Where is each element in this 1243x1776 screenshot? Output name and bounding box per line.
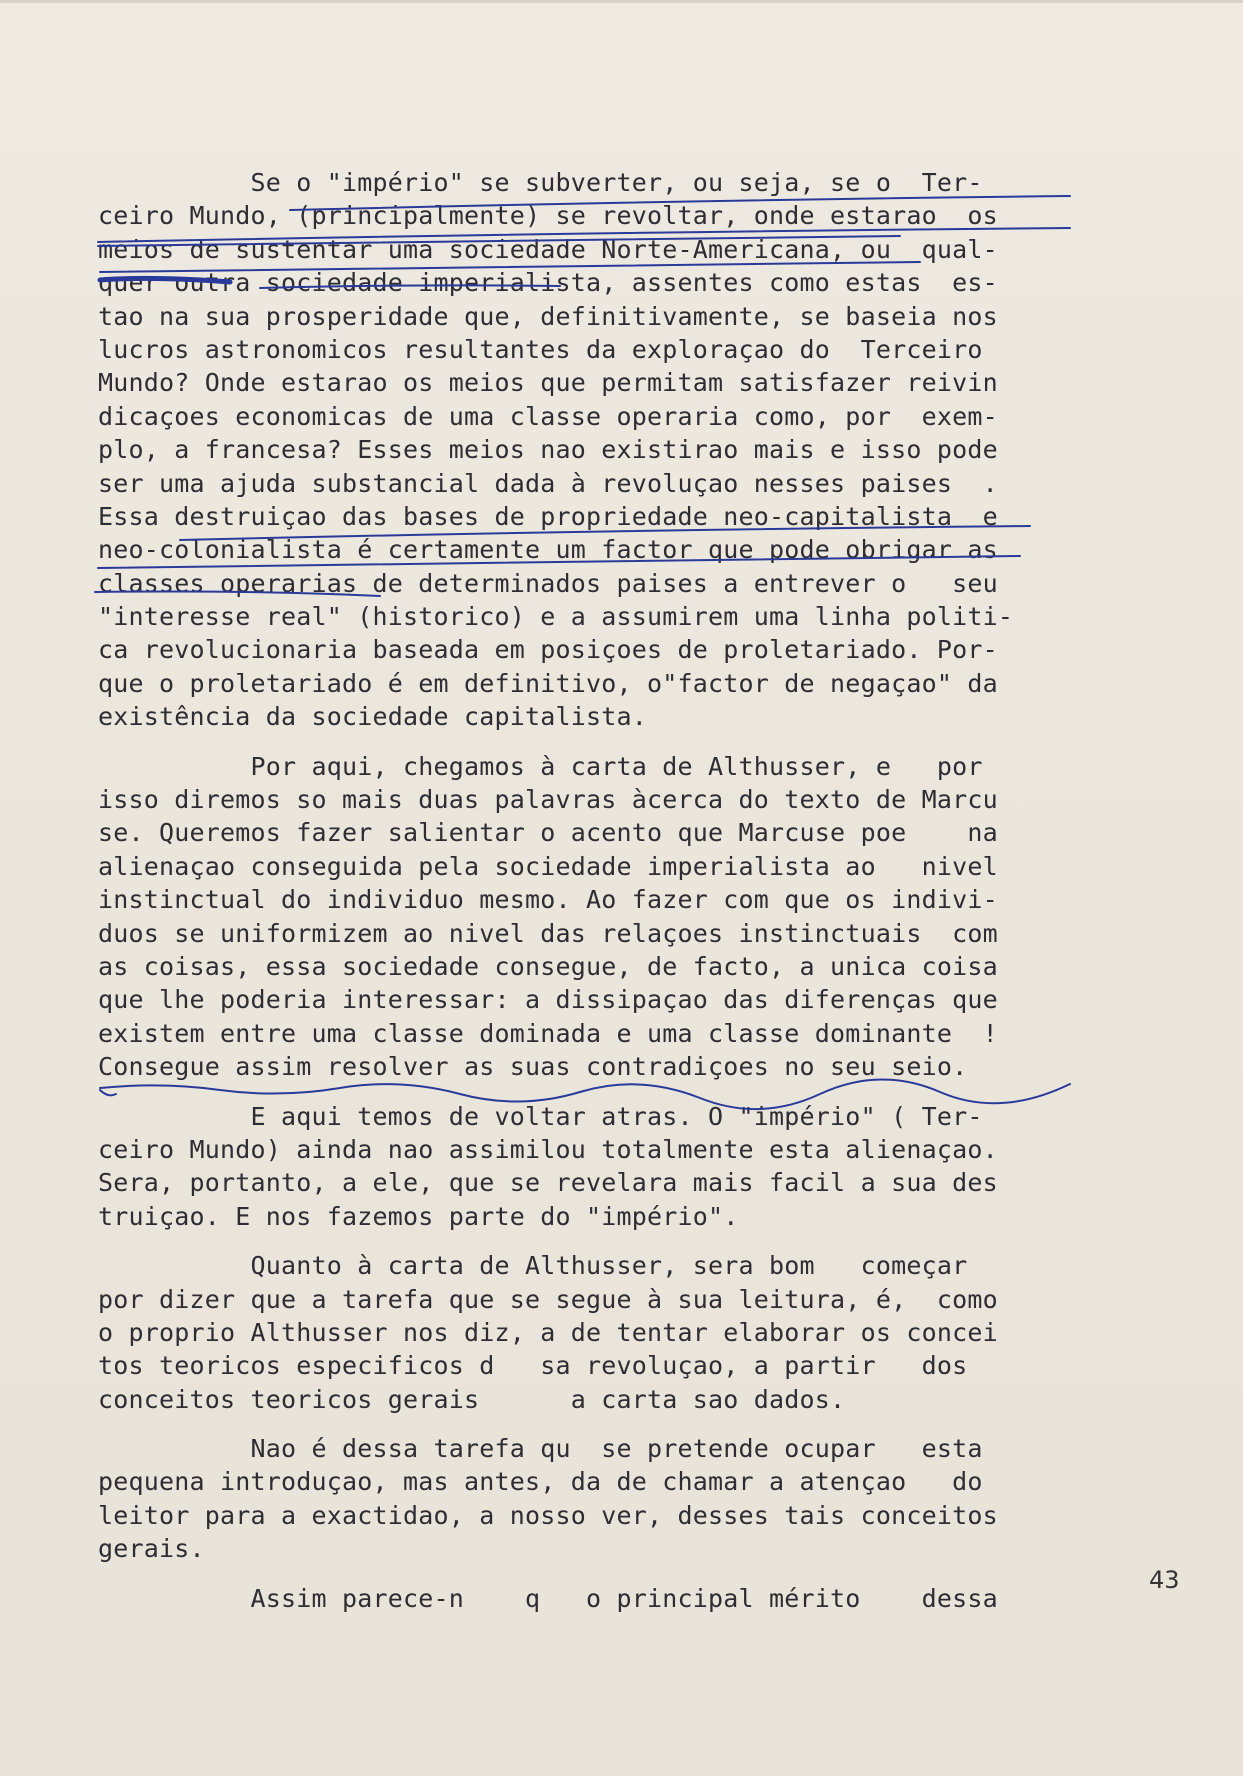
text-line: Sera, portanto, a ele, que se revelara mais facil a sua des — [98, 1168, 998, 1198]
text-line: quer outra sociedade imperialista, assentes como estas es- — [98, 268, 998, 298]
text-line: duos se uniformizem ao nivel das relaçoes instinctuais com — [98, 918, 998, 948]
text-line: meios de sustentar uma sociedade Norte-Americana, ou qual- — [98, 234, 998, 264]
text-line: alienaçao conseguida pela sociedade imperialista ao nivel — [98, 851, 998, 881]
text-line: Por aqui, chegamos à carta de Althusser, e por — [98, 751, 983, 781]
text-line: Assim parece-n q o principal mérito dessa — [98, 1583, 998, 1613]
paragraph-1 — [98, 166, 1088, 734]
text-line: Essa destruiçao das bases de propriedade neo-capitalista e — [98, 501, 998, 531]
text-line: instinctual do individuo mesmo. Ao fazer com que os indivi- — [98, 885, 998, 915]
text-line: existência da sociedade capitalista. — [98, 702, 648, 732]
text-line: existem entre uma classe dominada e uma classe dominante ! — [98, 1018, 998, 1048]
text-line: dicaçoes economicas de uma classe operaria como, por exem- — [98, 401, 998, 431]
typewritten-text — [98, 166, 1088, 1615]
text-line: neo-colonialista é certamente um factor que pode obrigar as — [98, 535, 998, 565]
text-line: que lhe poderia interessar: a dissipaçao das diferenças que — [98, 985, 998, 1015]
text-line: que o proletariado é em definitivo, o"factor de negaçao" da — [98, 668, 998, 698]
text-line: Se o "império" se subverter, ou seja, se o Ter- — [98, 168, 983, 197]
text-line: ceiro Mundo, (principalmente) se revoltar, onde estarao os — [98, 201, 998, 231]
text-line: "interesse real" (historico) e a assumirem uma linha politi- — [98, 602, 1014, 632]
paragraph-6 — [98, 1582, 1088, 1615]
text-line: pequena introduçao, mas antes, da de chamar a atençao do — [98, 1467, 983, 1497]
text-line: ceiro Mundo) ainda nao assimilou totalmente esta alienaçao. — [98, 1134, 998, 1164]
text-line: plo, a francesa? Esses meios nao existirao mais e isso pode — [98, 435, 998, 465]
text-line: ca revolucionaria baseada em posiçoes de proletariado. Por- — [98, 635, 998, 665]
text-line: Nao é dessa tarefa qu se pretende ocupar esta — [98, 1434, 983, 1464]
text-line: o proprio Althusser nos diz, a de tentar elaborar os concei — [98, 1317, 998, 1347]
text-line: por dizer que a tarefa que se segue à sua leitura, é, como — [98, 1284, 998, 1314]
text-line: Mundo? Onde estarao os meios que permitam satisfazer reivin — [98, 368, 998, 398]
paragraph-3 — [98, 1100, 1088, 1234]
text-line: E aqui temos de voltar atras. O "império" ( Ter- — [98, 1101, 983, 1131]
text-line: isso diremos so mais duas palavras àcerca do texto de Marcu — [98, 785, 998, 815]
text-line: tao na sua prosperidade que, definitivamente, se baseia nos — [98, 301, 998, 331]
paragraph-2 — [98, 750, 1088, 1084]
text-line: classes operarias de determinados paises a entrever o seu — [98, 568, 998, 598]
text-line: se. Queremos fazer salientar o acento que Marcuse poe na — [98, 818, 998, 848]
text-line: as coisas, essa sociedade consegue, de facto, a unica coisa — [98, 951, 998, 981]
text-line: leitor para a exactidao, a nosso ver, desses tais conceitos — [98, 1500, 998, 1530]
page-number: 43 — [1149, 1566, 1180, 1594]
paragraph-4 — [98, 1249, 1088, 1416]
text-line: lucros astronomicos resultantes da exploraçao do Terceiro — [98, 334, 983, 364]
text-line: Quanto à carta de Althusser, sera bom começar — [98, 1251, 968, 1281]
page-top-edge — [0, 0, 1243, 3]
text-line: truiçao. E nos fazemos parte do "império". — [98, 1201, 739, 1231]
text-line: gerais. — [98, 1534, 205, 1564]
paragraph-5 — [98, 1432, 1088, 1566]
text-line: tos teoricos especificos d sa revoluçao, a partir dos — [98, 1351, 968, 1381]
text-line: Consegue assim resolver as suas contradiçoes no seu seio. — [98, 1052, 968, 1082]
text-line: conceitos teoricos gerais a carta sao dados. — [98, 1384, 846, 1414]
text-line: ser uma ajuda substancial dada à revoluçao nesses paises . — [98, 468, 998, 498]
